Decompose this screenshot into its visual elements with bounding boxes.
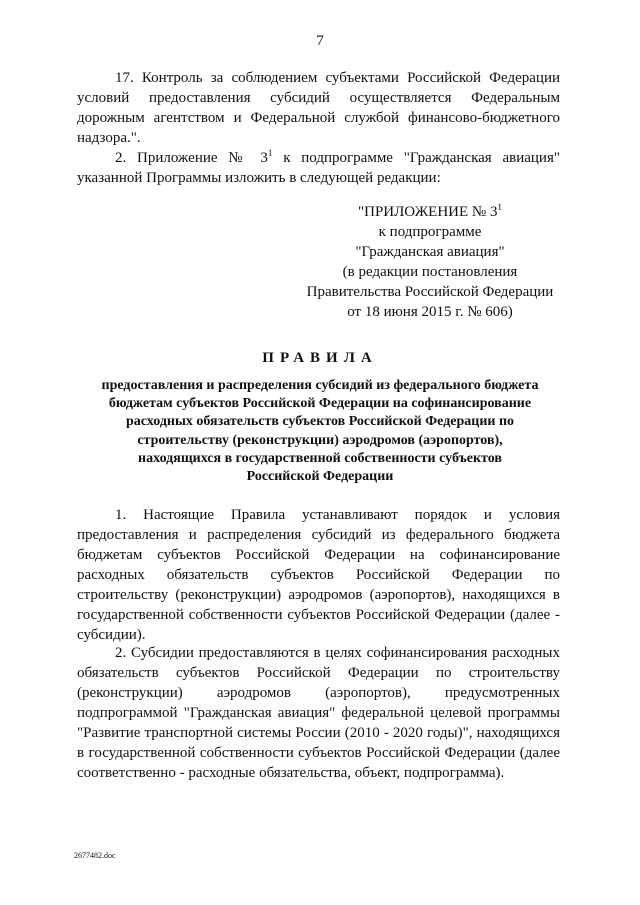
paragraph-2-prefix: 2. Приложение № 3	[115, 150, 268, 166]
rules-title: ПРАВИЛА	[262, 350, 378, 366]
appendix-line-4: (в редакции постановления	[342, 264, 518, 280]
appendix-line-1	[300, 202, 560, 222]
appendix-line-6: от 18 июня 2015 г. № 606)	[347, 304, 513, 320]
appendix-header	[300, 202, 560, 322]
appendix-title-superscript: 1	[497, 202, 502, 212]
paragraph-2	[77, 148, 560, 188]
appendix-title: "ПРИЛОЖЕНИЕ № 3	[357, 204, 498, 220]
rules-subtitle: предоставления и распределения субсидий из федерального бюджета бюджетам субъектов Российской Федерации на софинансирование расходных обязательств субъектов Российской Федерации по строительству (реконструкции) аэродромов (аэропортов), находящихся в государственной собственности субъектов Российской Федерации	[101, 378, 539, 485]
rule-2: 2. Субсидии предоставляются в целях софинансирования расходных обязательств субъектов Российской Федерации по строительству (реконструкции) аэродромов (аэропортов), предусмотренных подпрограммой "Гражданская авиация" федеральной целевой программы "Развитие транспортной системы России (2010 - 2020 годы)", находящихся в государственной собственности субъектов Российской Федерации (далее соответственно - расходные обязательства, объект, подпрограмма).	[77, 645, 560, 781]
footer-filename: 2677482.doc	[74, 851, 116, 860]
paragraph-2-text: к подпрограмме "Гражданская авиация" указанной Программы изложить в следующей редакции:	[77, 150, 560, 186]
rule-1: 1. Настоящие Правила устанавливают порядок и условия предоставления и распределения субсидий из федерального бюджета бюджетам субъектов Российской Федерации на софинансирование расходных обязательств субъектов Российской Федерации по строительству (реконструкции) аэродромов (аэропортов), находящихся в государственной собственности субъектов Российской Федерации (далее - субсидии).	[77, 507, 560, 643]
page-number: 7	[316, 33, 324, 49]
appendix-line-2: к подпрограмме	[378, 224, 482, 240]
paragraph-2-superscript: 1	[267, 148, 273, 158]
paragraph-17: 17. Контроль за соблюдением субъектами Российской Федерации условий предоставления субсидий осуществляется Федеральным дорожным агентством и Федеральной службой финансово-бюджетного надзора.".	[77, 70, 560, 146]
appendix-line-3: "Гражданская авиация"	[355, 244, 505, 260]
appendix-line-5: Правительства Российской Федерации	[306, 284, 554, 300]
